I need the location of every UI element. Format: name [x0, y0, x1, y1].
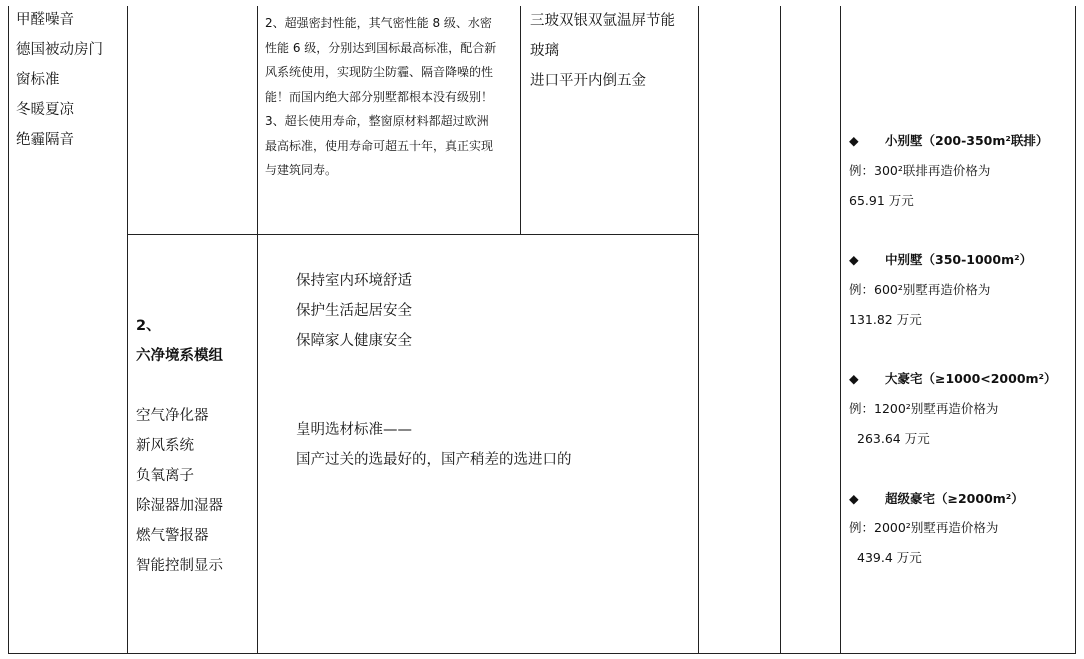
- table-divider: [257, 6, 258, 654]
- benefits-cell: [296, 266, 412, 356]
- price-example: 例：2000²别墅再造价格为: [849, 520, 999, 536]
- diamond-bullet-icon: ◆: [849, 371, 859, 387]
- diamond-bullet-icon: ◆: [849, 133, 859, 148]
- module-item: 除湿器加湿器: [136, 498, 223, 514]
- price-list-cell: [849, 126, 1057, 573]
- feature-line: 窗标准: [16, 72, 60, 88]
- price-item: [849, 364, 1057, 453]
- price-item: [849, 484, 1057, 573]
- glass-spec-cell: [530, 6, 675, 96]
- price-example: 例：300²联排再造价格为: [849, 162, 991, 178]
- feature-line: 绝霾隔音: [16, 132, 74, 148]
- diamond-bullet-icon: ◆: [849, 490, 859, 506]
- price-title: 中别墅（350-1000m²）: [885, 252, 1033, 268]
- price-item: [849, 245, 1057, 334]
- module-item: 智能控制显示: [136, 558, 223, 574]
- price-title: 超级豪宅（≥2000m²）: [885, 490, 1024, 506]
- text-line: 与建筑同寿。: [265, 163, 338, 177]
- text-line: 玻璃: [530, 43, 559, 59]
- feature-line: 冬暖夏凉: [16, 102, 74, 118]
- text-line: 进口平开内倒五金: [530, 73, 646, 89]
- table-border-right: [1075, 6, 1076, 654]
- text-line: 三玻双银双氩温屏节能: [530, 13, 675, 29]
- module-title: 六净境系模组: [136, 348, 223, 364]
- text-line: 性能 6 级，分别达到国标最高标准，配合新: [265, 40, 497, 55]
- price-value: 439.4 万元: [857, 550, 922, 566]
- text-line: 2、超强密封性能，其气密性能 8 级、水密: [265, 16, 492, 30]
- text-line: 最高标准，使用寿命可超五十年，真正实现: [265, 138, 494, 153]
- diamond-bullet-icon: ◆: [849, 252, 859, 268]
- price-title: 小别墅（200-350m²联排）: [885, 133, 1049, 148]
- benefit-line: 保持室内环境舒适: [296, 273, 412, 289]
- table-divider: [520, 6, 521, 234]
- table-divider: [127, 6, 128, 654]
- table-border-left: [8, 6, 9, 654]
- module-item: 空气净化器: [136, 408, 209, 424]
- table-divider: [780, 6, 781, 654]
- standard-title: 皇明选材标准——: [296, 422, 412, 438]
- price-value: 65.91 万元: [849, 192, 914, 208]
- feature-line: 甲醛噪音: [16, 12, 74, 28]
- window-performance-cell: [265, 11, 496, 183]
- table-divider: [840, 6, 841, 654]
- price-value: 263.64 万元: [857, 430, 930, 446]
- benefit-line: 保障家人健康安全: [296, 333, 412, 349]
- feature-line: 德国被动房门: [16, 42, 103, 58]
- price-title: 大豪宅（≥1000<2000m²）: [885, 371, 1057, 387]
- price-item: [849, 126, 1057, 215]
- module-item: 燃气警报器: [136, 528, 209, 544]
- module-number: 2、: [136, 318, 161, 334]
- module-item: 新风系统: [136, 438, 194, 454]
- text-line: 3、超长使用寿命，整窗原材料都超过欧洲: [265, 114, 489, 128]
- text-line: 风系统使用，实现防尘防霾、隔音降噪的性: [265, 65, 494, 79]
- row-divider: [127, 234, 699, 235]
- standard-text: 国产过关的选最好的，国产稍差的选进口的: [296, 452, 572, 468]
- material-standard-cell: [296, 415, 572, 475]
- feature-list-cell: [16, 5, 103, 155]
- table-divider: [698, 6, 699, 654]
- text-line: 能！而国内绝大部分别墅都根本没有级别！: [265, 89, 494, 104]
- module-cell: [136, 311, 223, 581]
- price-value: 131.82 万元: [849, 311, 922, 327]
- module-item: 负氧离子: [136, 468, 194, 484]
- benefit-line: 保护生活起居安全: [296, 303, 412, 319]
- price-example: 例：1200²别墅再造价格为: [849, 401, 999, 417]
- price-example: 例：600²别墅再造价格为: [849, 281, 991, 297]
- table-border-bottom: [8, 653, 1076, 654]
